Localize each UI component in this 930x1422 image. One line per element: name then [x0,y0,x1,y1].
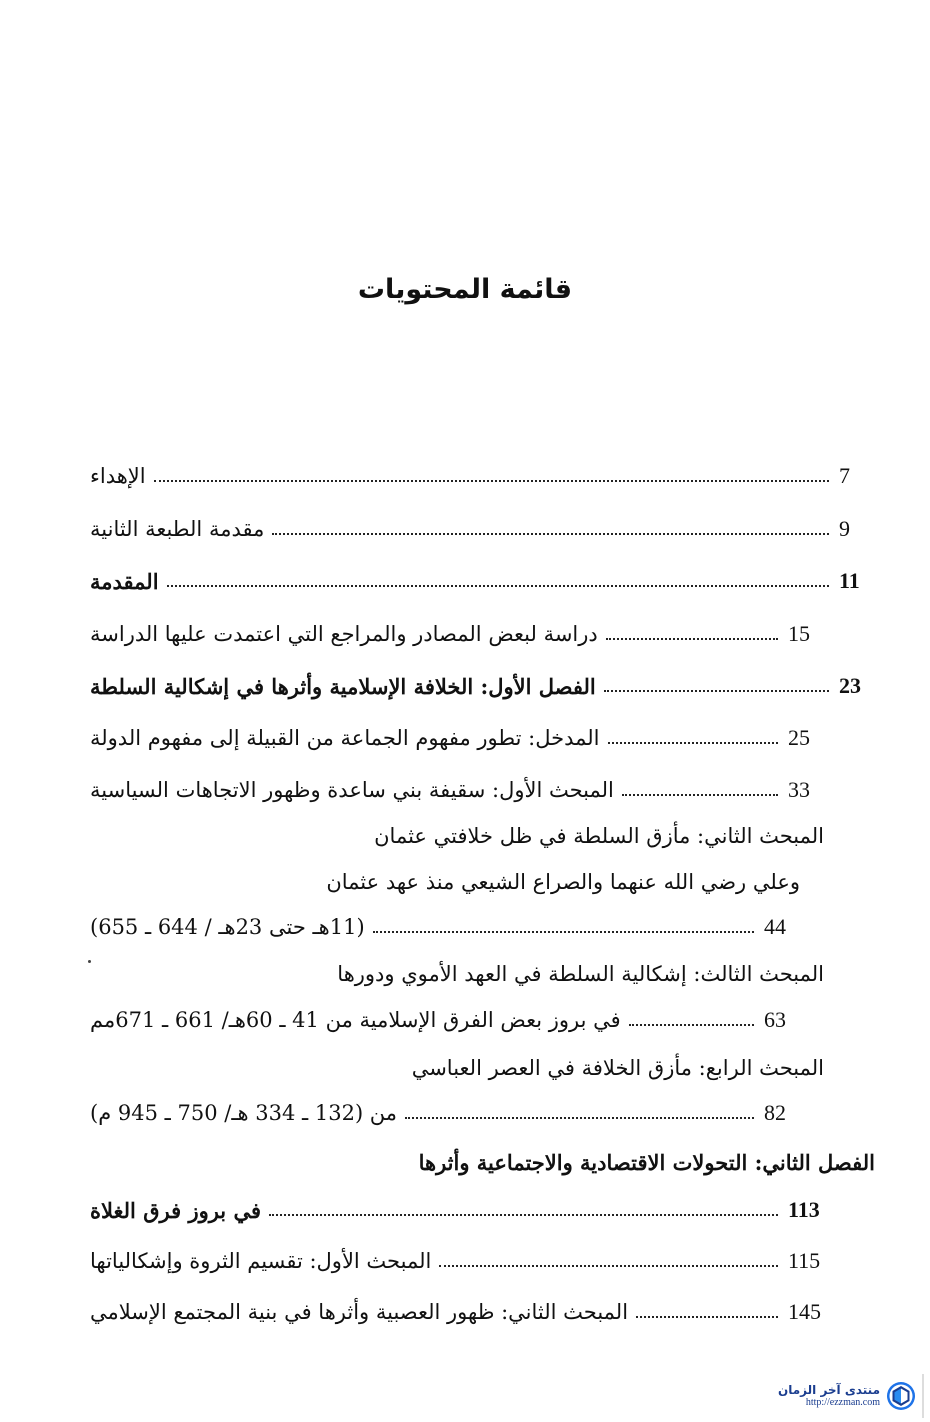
toc-entry-second-edition-intro[interactable] [82,509,875,549]
toc-entry-label: الفصل الأول: الخلافة الإسلامية وأثرها في إشكالية السلطة [90,673,596,699]
toc-entry-ch1-section-3-line-1[interactable]: المبحث الثالث: إشكالية السلطة في العهد الأموي ودورها [337,962,824,986]
page-title: قائمة المحتويات [357,274,573,305]
toc-entry-page: 145 [788,1299,821,1324]
toc-entry-page: 63 [764,1007,786,1032]
toc-entry-dedication[interactable] [82,456,875,496]
stray-mark [88,960,91,963]
toc-entry-page: 82 [764,1100,786,1125]
leader-dots [439,1265,778,1267]
toc-entry-label: (11هـ حتى 23هـ / 644 ـ 655) [90,915,365,939]
toc-entry-chapter-2[interactable] [82,1190,824,1230]
toc-entry-ch2-section-2[interactable] [82,1292,824,1332]
toc-entry-page: 25 [788,725,810,750]
watermark-url[interactable]: http://ezzman.com [805,1397,880,1409]
toc-entry-label: مقدمة الطبعة الثانية [90,517,265,541]
toc-entry-page: 11 [839,568,860,593]
toc-entry-page: 115 [788,1248,821,1273]
leader-dots [167,585,829,587]
toc-entry-page: 9 [839,516,850,541]
leader-dots [636,1316,778,1318]
toc-entry-page: 15 [788,621,810,646]
forum-watermark[interactable] [756,1374,924,1418]
toc-entry-chapter-2-line-1[interactable]: الفصل الثاني: التحولات الاقتصادية والاجتماعية وأثرها [418,1150,875,1175]
toc-entry-entrance[interactable] [82,718,824,758]
toc-entry-ch1-section-4[interactable] [82,1093,800,1133]
toc-entry-page: 33 [788,777,810,802]
leader-dots [606,638,778,640]
leader-dots [608,742,778,744]
toc-entry-page: 113 [788,1197,820,1222]
toc-entry-ch1-section-2-line-2[interactable]: وعلي رضي الله عنهما والصراع الشيعي منذ عهد عثمان [326,870,800,894]
watermark-name: منتدى آخر الزمان [778,1382,880,1397]
leader-dots [604,690,829,692]
toc-entry-ch1-section-2-line-1[interactable]: المبحث الثاني: مأزق السلطة في ظل خلافتي عثمان [374,824,824,848]
toc-entry-sources-study[interactable] [82,614,824,654]
toc-entry-introduction[interactable] [82,561,875,601]
toc-entry-label: من (132 ـ 334 هـ/ 750 ـ 945 م) [90,1101,398,1125]
toc-entry-label: المدخل: تطور مفهوم الجماعة من القبيلة إلى مفهوم الدولة [90,726,600,750]
toc-entry-ch1-section-4-line-1[interactable]: المبحث الرابع: مأزق الخلافة في العصر العباسي [411,1056,824,1080]
toc-entry-label: دراسة لبعض المصادر والمراجع التي اعتمدت عليها الدراسة [90,622,598,646]
toc-entry-page: 44 [764,914,786,939]
toc-entry-ch2-section-1[interactable] [82,1241,824,1281]
watermark-text [778,1384,880,1408]
leader-dots [272,533,829,535]
toc-entry-label: المقدمة [90,568,159,594]
toc-entry-label: المبحث الأول: تقسيم الثروة وإشكالياتها [90,1249,432,1273]
hexagon-shield-logo-icon [886,1381,916,1411]
toc-entry-chapter-1[interactable] [82,666,875,706]
leader-dots [622,794,778,796]
toc-entry-ch1-section-3[interactable] [82,1000,800,1040]
toc-entry-label: في بروز بعض الفرق الإسلامية من 41 ـ 60هـ/ 661 ـ 671مم [90,1008,621,1032]
toc-entry-ch1-section-2[interactable] [82,907,800,947]
leader-dots [629,1024,754,1026]
leader-dots [154,480,829,482]
toc-entry-page: 7 [839,463,850,488]
leader-dots [373,931,754,933]
toc-entry-ch1-section-1[interactable] [82,770,824,810]
leader-dots [269,1214,778,1216]
toc-entry-label: الإهداء [90,464,146,488]
toc-entry-label: في بروز فرق الغلاة [90,1197,262,1223]
toc-entry-label: المبحث الثاني: ظهور العصبية وأثرها في بنية المجتمع الإسلامي [90,1300,629,1324]
leader-dots [405,1117,754,1119]
toc-entry-label: المبحث الأول: سقيفة بني ساعدة وظهور الاتجاهات السياسية [90,778,614,802]
toc-entry-page: 23 [839,673,861,698]
